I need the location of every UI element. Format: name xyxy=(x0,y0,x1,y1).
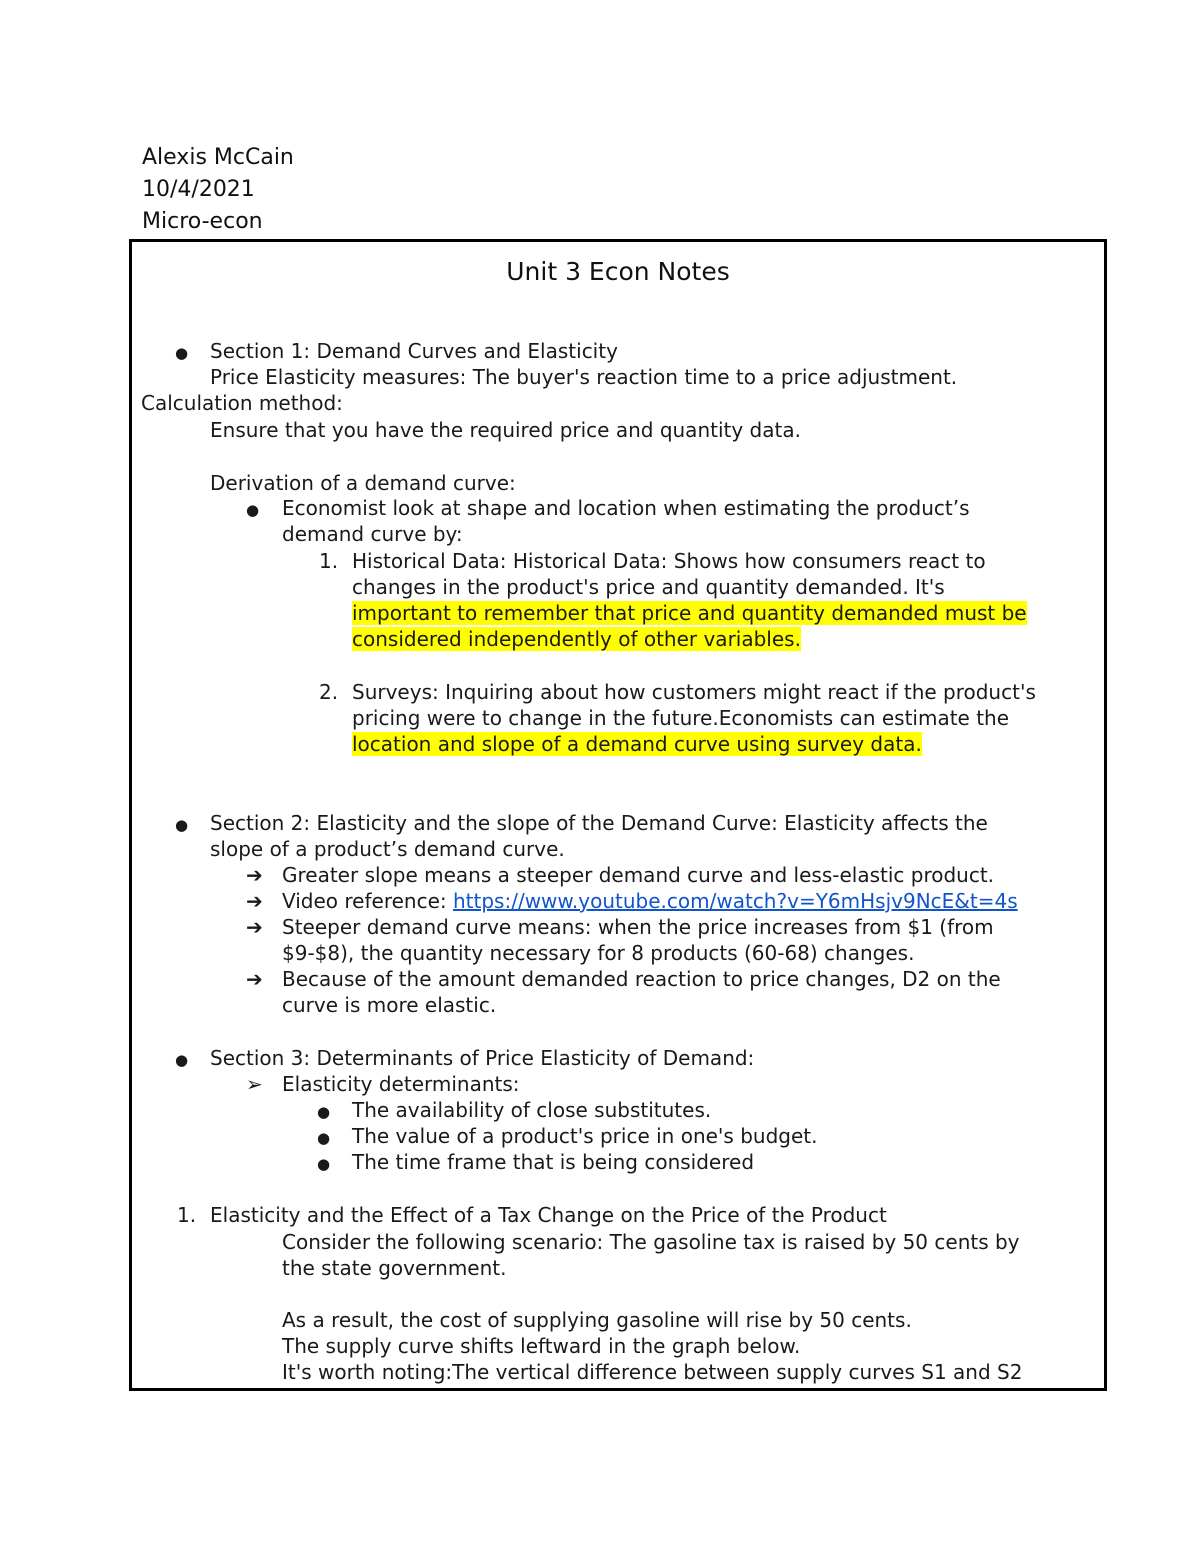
elastic-point-cont: curve is more elastic. xyxy=(282,993,497,1017)
calculation-method-label: Calculation method: xyxy=(141,391,343,415)
bullet-icon: ● xyxy=(317,1129,331,1147)
highlighted-text: location and slope of a demand curve using survey data. xyxy=(352,732,922,756)
tax-heading: Elasticity and the Effect of a Tax Change on the Price of the Product xyxy=(210,1203,887,1227)
video-reference xyxy=(282,888,1018,914)
determinant-item: The time frame that is being considered xyxy=(352,1150,755,1174)
arrow-icon: ➔ xyxy=(246,889,263,913)
steeper-curve-point-cont: $9-$8), the quantity necessary for 8 products (60-68) changes. xyxy=(282,941,915,965)
bullet-icon: ● xyxy=(317,1155,331,1173)
bullet-icon: ● xyxy=(317,1103,331,1121)
historical-data-highlight xyxy=(352,626,801,652)
section2-heading: Section 2: Elasticity and the slope of the Demand Curve: Elasticity affects the xyxy=(210,811,988,835)
slope-point: Greater slope means a steeper demand curve and less-elastic product. xyxy=(282,863,995,887)
list-number: 2. xyxy=(319,680,339,704)
surveys-text: pricing were to change in the future.Economists can estimate the xyxy=(352,706,1010,730)
video-link[interactable]: https://www.youtube.com/watch?v=Y6mHsjv9NcE&t=4s xyxy=(453,889,1018,913)
bullet-icon: ● xyxy=(246,501,260,519)
arrow-icon: ➔ xyxy=(246,915,263,939)
section3-heading: Section 3: Determinants of Price Elasticity of Demand: xyxy=(210,1046,755,1070)
historical-data-highlight xyxy=(352,600,1027,626)
economist-text-cont: demand curve by: xyxy=(282,522,463,546)
result-text: As a result, the cost of supplying gasoline will rise by 50 cents. xyxy=(282,1308,912,1332)
bullet-icon: ● xyxy=(175,1051,189,1069)
determinant-item: The value of a product's price in one's budget. xyxy=(352,1124,818,1148)
video-reference-label: Video reference: xyxy=(282,889,453,913)
derivation-text: Derivation of a demand curve: xyxy=(210,471,516,495)
determinant-item: The availability of close substitutes. xyxy=(352,1098,712,1122)
bullet-icon: ● xyxy=(175,344,189,362)
notes-box xyxy=(129,239,1107,1391)
notes-title: Unit 3 Econ Notes xyxy=(506,257,730,286)
scenario-text: Consider the following scenario: The gasoline tax is raised by 50 cents by xyxy=(282,1230,1020,1254)
document-header xyxy=(142,142,294,238)
surveys-text: Surveys: Inquiring about how customers might react if the product's xyxy=(352,680,1036,704)
elastic-point: Because of the amount demanded reaction to price changes, D2 on the xyxy=(282,967,1001,991)
author-name: Alexis McCain xyxy=(142,145,294,170)
economist-text: Economist look at shape and location when estimating the product’s xyxy=(282,496,970,520)
noting-text: It's worth noting:The vertical difference between supply curves S1 and S2 xyxy=(282,1360,1023,1384)
bullet-icon: ● xyxy=(175,816,189,834)
document-date: 10/4/2021 xyxy=(142,177,255,202)
course-name: Micro-econ xyxy=(142,209,263,234)
price-elasticity-text: Price Elasticity measures: The buyer's reaction time to a price adjustment. xyxy=(210,365,958,389)
arrow-icon: ➔ xyxy=(246,863,263,887)
list-number: 1. xyxy=(177,1203,197,1227)
scenario-text-cont: the state government. xyxy=(282,1256,507,1280)
section1-heading: Section 1: Demand Curves and Elasticity xyxy=(210,339,618,363)
highlighted-text: important to remember that price and quantity demanded must be xyxy=(352,601,1027,625)
determinants-label: Elasticity determinants: xyxy=(282,1072,520,1096)
historical-data-text: changes in the product's price and quantity demanded. It's xyxy=(352,575,945,599)
section2-heading-cont: slope of a product’s demand curve. xyxy=(210,837,565,861)
list-number: 1. xyxy=(319,549,339,573)
ensure-text: Ensure that you have the required price and quantity data. xyxy=(210,418,801,442)
arrow-icon: ➔ xyxy=(246,967,263,991)
chevron-icon: ➢ xyxy=(246,1072,263,1096)
surveys-highlight xyxy=(352,731,922,757)
steeper-curve-point: Steeper demand curve means: when the price increases from $1 (from xyxy=(282,915,994,939)
shift-text: The supply curve shifts leftward in the graph below. xyxy=(282,1334,801,1358)
historical-data-text: Historical Data: Historical Data: Shows how consumers react to xyxy=(352,549,986,573)
highlighted-text: considered independently of other variables. xyxy=(352,627,801,651)
